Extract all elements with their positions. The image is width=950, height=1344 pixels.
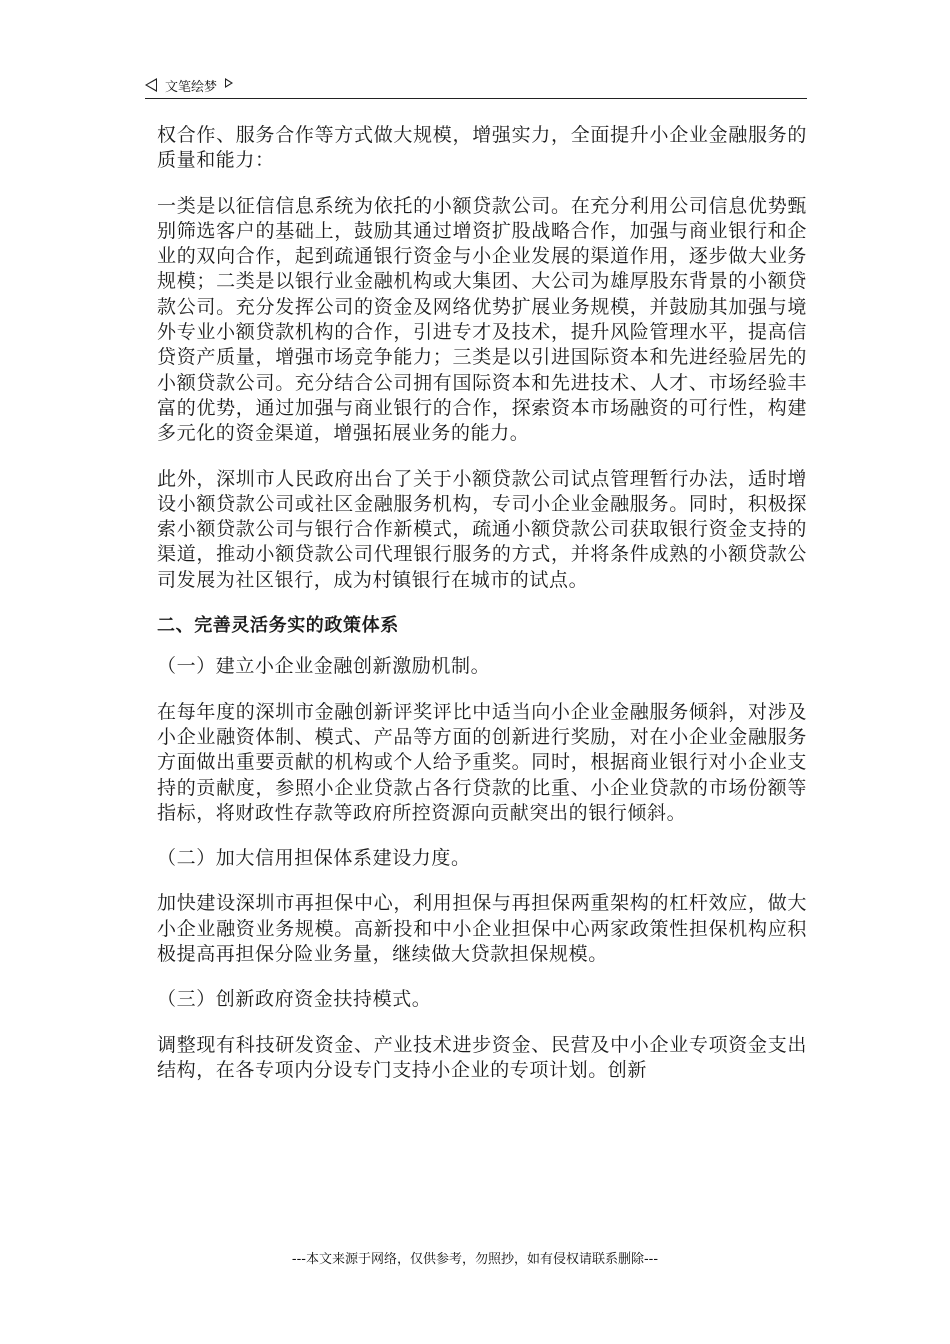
subheading-1: （一）建立小企业金融创新激励机制。 [157, 655, 491, 678]
header-divider [145, 98, 807, 99]
footer-disclaimer: ---本文来源于网络，仅供参考，勿照抄，如有侵权请联系删除--- [291, 1252, 659, 1267]
subheading-2: （二）加大信用担保体系建设力度。 [157, 847, 471, 870]
paragraph-3: 此外，深圳市人民政府出台了关于小额贷款公司试点管理暂行办法，适时增设小额贷款公司或社区金融服务机构，专司小企业金融服务。同时，积极探索小额贷款公司与银行合作新模式，疏通小额贷款公司获取银行资金支持的渠道，推动小额贷款公司代理银行服务的方式，并将条件成熟的小额贷款公司发展为社区银行，成为村镇银行在城市的试点。 [157, 467, 807, 591]
section-heading: 二、完善灵活务实的政策体系 [157, 615, 399, 637]
paragraph-4: 在每年度的深圳市金融创新评奖评比中适当向小企业金融服务倾斜，对涉及小企业融资体制、模式、产品等方面的创新进行奖励，对在小企业金融服务方面做出重要贡献的机构或个人给予重奖。同时，根据商业银行对小企业支持的贡献度，参照小企业贷款占各行贷款的比重、小企业贷款的市场份额等指标，将财政性存款等政府所控资源向贡献突出的银行倾斜。 [157, 700, 807, 824]
header-brand: 文笔绘梦 [165, 79, 218, 95]
paragraph-6: 调整现有科技研发资金、产业技术进步资金、民营及中小企业专项资金支出结构，在各专项内分设专门支持小企业的专项计划。创新 [157, 1033, 807, 1081]
document-body [157, 123, 807, 1103]
paragraph-5: 加快建设深圳市再担保中心，利用担保与再担保两重架构的杠杆效应，做大小企业融资业务规模。高新投和中小企业担保中心两家政策性担保机构应积极提高再担保分险业务量，继续做大贷款担保规模。 [157, 892, 807, 966]
left-triangle-icon [145, 78, 157, 92]
paragraph-1: 权合作、服务合作等方式做大规模，增强实力，全面提升小企业金融服务的质量和能力： [157, 124, 807, 172]
page-header [145, 73, 807, 97]
right-triangle-icon [225, 78, 233, 88]
paragraph-2: 一类是以征信信息系统为依托的小额贷款公司。在充分利用公司信息优势甄别筛选客户的基础上，鼓励其通过增资扩股战略合作，加强与商业银行和企业的双向合作，起到疏通银行资金与小企业发展的渠道作用，逐步做大业务规模；二类是以银行业金融机构或大集团、大公司为雄厚股东背景的小额贷款公司。充分发挥公司的资金及网络优势扩展业务规模，并鼓励其加强与境外专业小额贷款机构的合作，引进专才及技术，提升风险管理水平，提高信贷资产质量，增强市场竞争能力；三类是以引进国际资本和先进经验居先的小额贷款公司。充分结合公司拥有国际资本和先进技术、人才、市场经验丰富的优势，通过加强与商业银行的合作，探索资本市场融资的可行性，构建多元化的资金渠道，增强拓展业务的能力。 [157, 194, 807, 445]
subheading-3: （三）创新政府资金扶持模式。 [157, 988, 432, 1011]
